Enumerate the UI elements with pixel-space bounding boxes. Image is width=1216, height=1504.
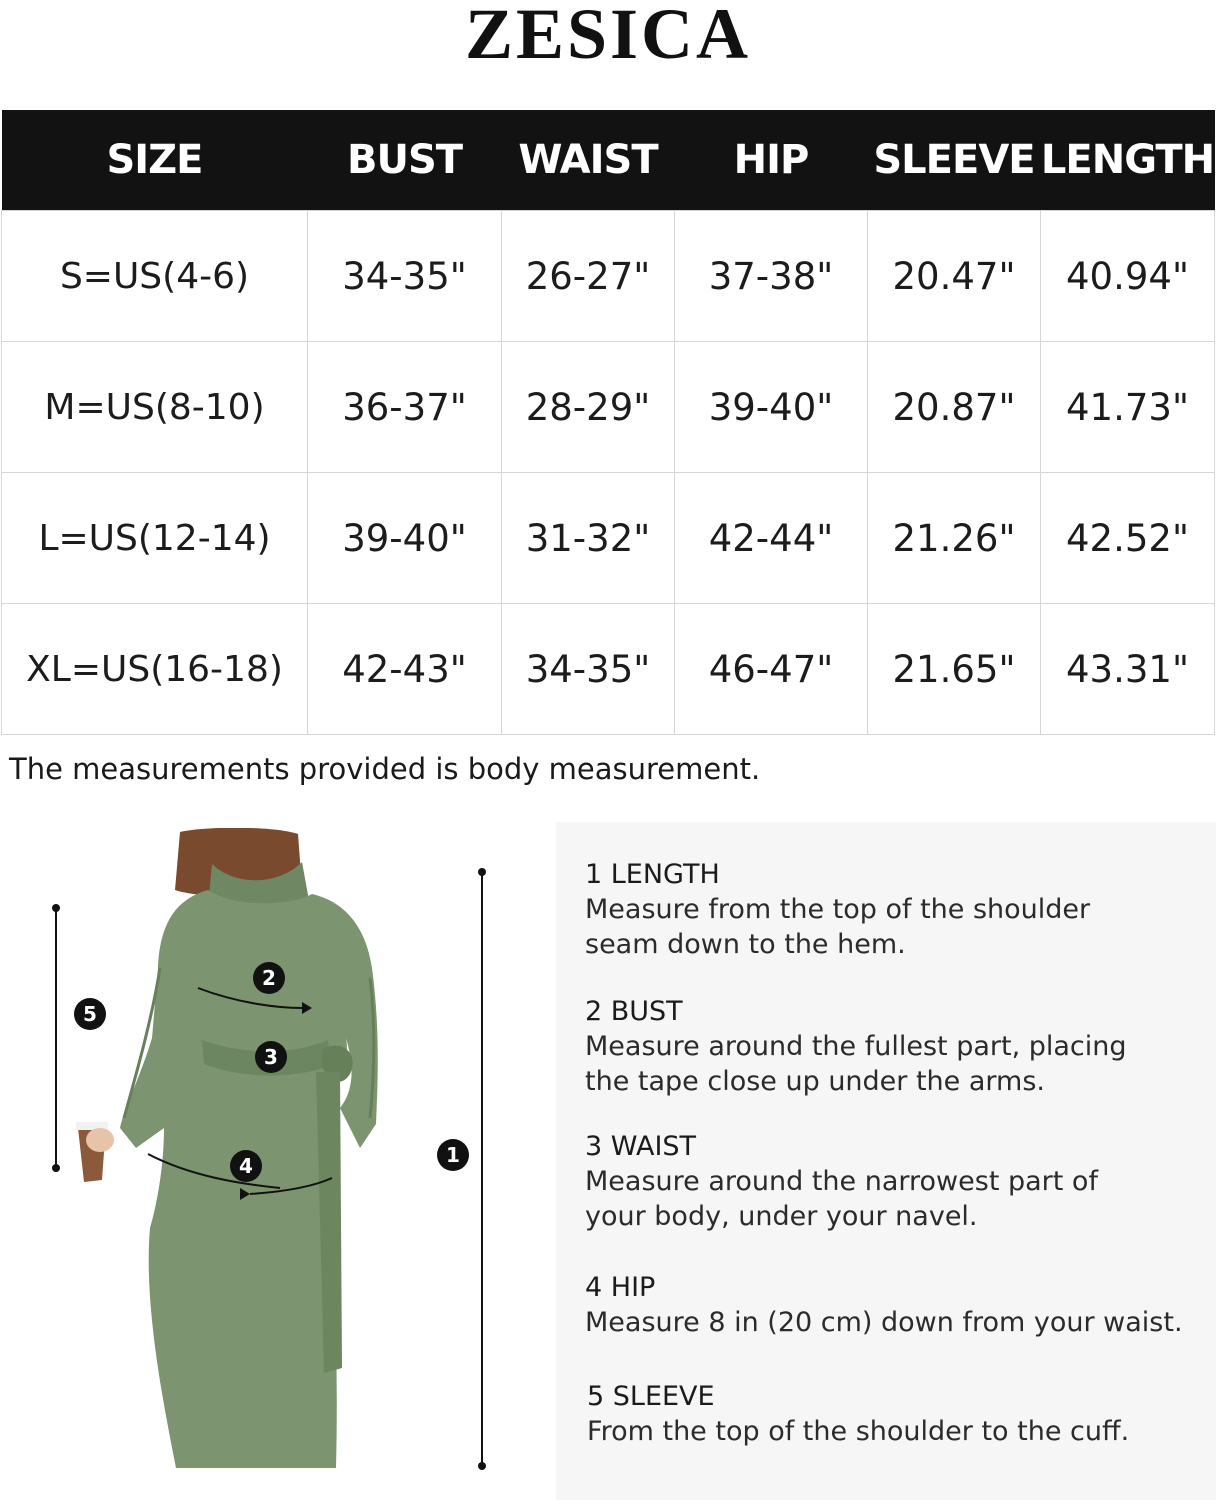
guide-item-length [585,858,1205,962]
sleeve-line-top-dot [52,904,60,912]
brand-logo: ZESICA [464,0,752,74]
length-cell: 40.94" [1041,211,1215,342]
table-row [2,604,1215,735]
waist-cell: 31-32" [502,473,675,604]
guide-item-waist [585,1130,1205,1234]
length-line-bottom-dot [478,1462,486,1470]
table-row [2,211,1215,342]
sleeve-cell: 20.87" [868,342,1041,473]
bust-cell: 42-43" [308,604,502,735]
svg-text:2: 2 [262,966,276,990]
guide-desc-line: Measure around the narrowest part of [585,1166,1098,1197]
header-bust: BUST [308,110,502,211]
sleeve-cell: 21.26" [868,473,1041,604]
measurement-note: The measurements provided is body measurement. [9,752,761,786]
dress-illustration [40,828,520,1500]
table-row [2,473,1215,604]
svg-text:4: 4 [239,1154,253,1178]
hip-cell: 46-47" [675,604,868,735]
guide-item-hip [585,1271,1205,1340]
table-row [2,342,1215,473]
guide-title: 1 LENGTH [585,859,720,890]
length-cell: 41.73" [1041,342,1215,473]
marker-2 [253,962,285,994]
hand-shape [86,1128,114,1152]
waist-cell: 28-29" [502,342,675,473]
marker-4 [230,1150,262,1182]
sleeve-line-bottom-dot [52,1164,60,1172]
guide-title: 3 WAIST [585,1131,697,1162]
length-cell: 43.31" [1041,604,1215,735]
marker-3 [255,1041,287,1073]
measurement-guide-panel [556,822,1216,1500]
waist-cell: 34-35" [502,604,675,735]
guide-desc-line: From the top of the shoulder to the cuff. [587,1416,1130,1447]
size-chart-table [1,110,1215,735]
marker-5 [74,998,106,1030]
size-cell: L=US(12-14) [2,473,308,604]
guide-item-bust [585,995,1205,1099]
hip-cell: 42-44" [675,473,868,604]
guide-desc-line: Measure 8 in (20 cm) down from your waist. [585,1307,1183,1338]
measurement-figure [40,828,520,1500]
hip-cell: 39-40" [675,342,868,473]
guide-title: 4 HIP [585,1272,656,1303]
guide-title: 2 BUST [585,996,683,1027]
header-hip: HIP [675,110,868,211]
waist-cell: 26-27" [502,211,675,342]
guide-title: 5 SLEEVE [587,1381,715,1412]
sleeve-cell: 21.65" [868,604,1041,735]
header-length: LENGTH [1041,110,1215,211]
sleeve-cell: 20.47" [868,211,1041,342]
guide-desc-line: seam down to the hem. [585,929,906,960]
hip-cell: 37-38" [675,211,868,342]
bust-cell: 39-40" [308,473,502,604]
marker-1 [437,1139,469,1171]
svg-text:3: 3 [264,1045,278,1069]
table-header-row [2,110,1215,211]
size-cell: XL=US(16-18) [2,604,308,735]
guide-item-sleeve [587,1380,1207,1449]
svg-text:1: 1 [446,1143,460,1167]
guide-desc-line: your body, under your navel. [585,1201,978,1232]
bust-cell: 36-37" [308,342,502,473]
guide-desc-line: Measure around the fullest part, placing [585,1031,1127,1062]
size-cell: S=US(4-6) [2,211,308,342]
header-size: SIZE [2,110,308,211]
size-cell: M=US(8-10) [2,342,308,473]
length-cell: 42.52" [1041,473,1215,604]
guide-desc-line: Measure from the top of the shoulder [585,894,1091,925]
header-waist: WAIST [502,110,675,211]
svg-text:5: 5 [83,1002,97,1026]
length-line-top-dot [478,868,486,876]
bust-cell: 34-35" [308,211,502,342]
header-sleeve: SLEEVE [868,110,1041,211]
guide-desc-line: the tape close up under the arms. [585,1066,1045,1097]
